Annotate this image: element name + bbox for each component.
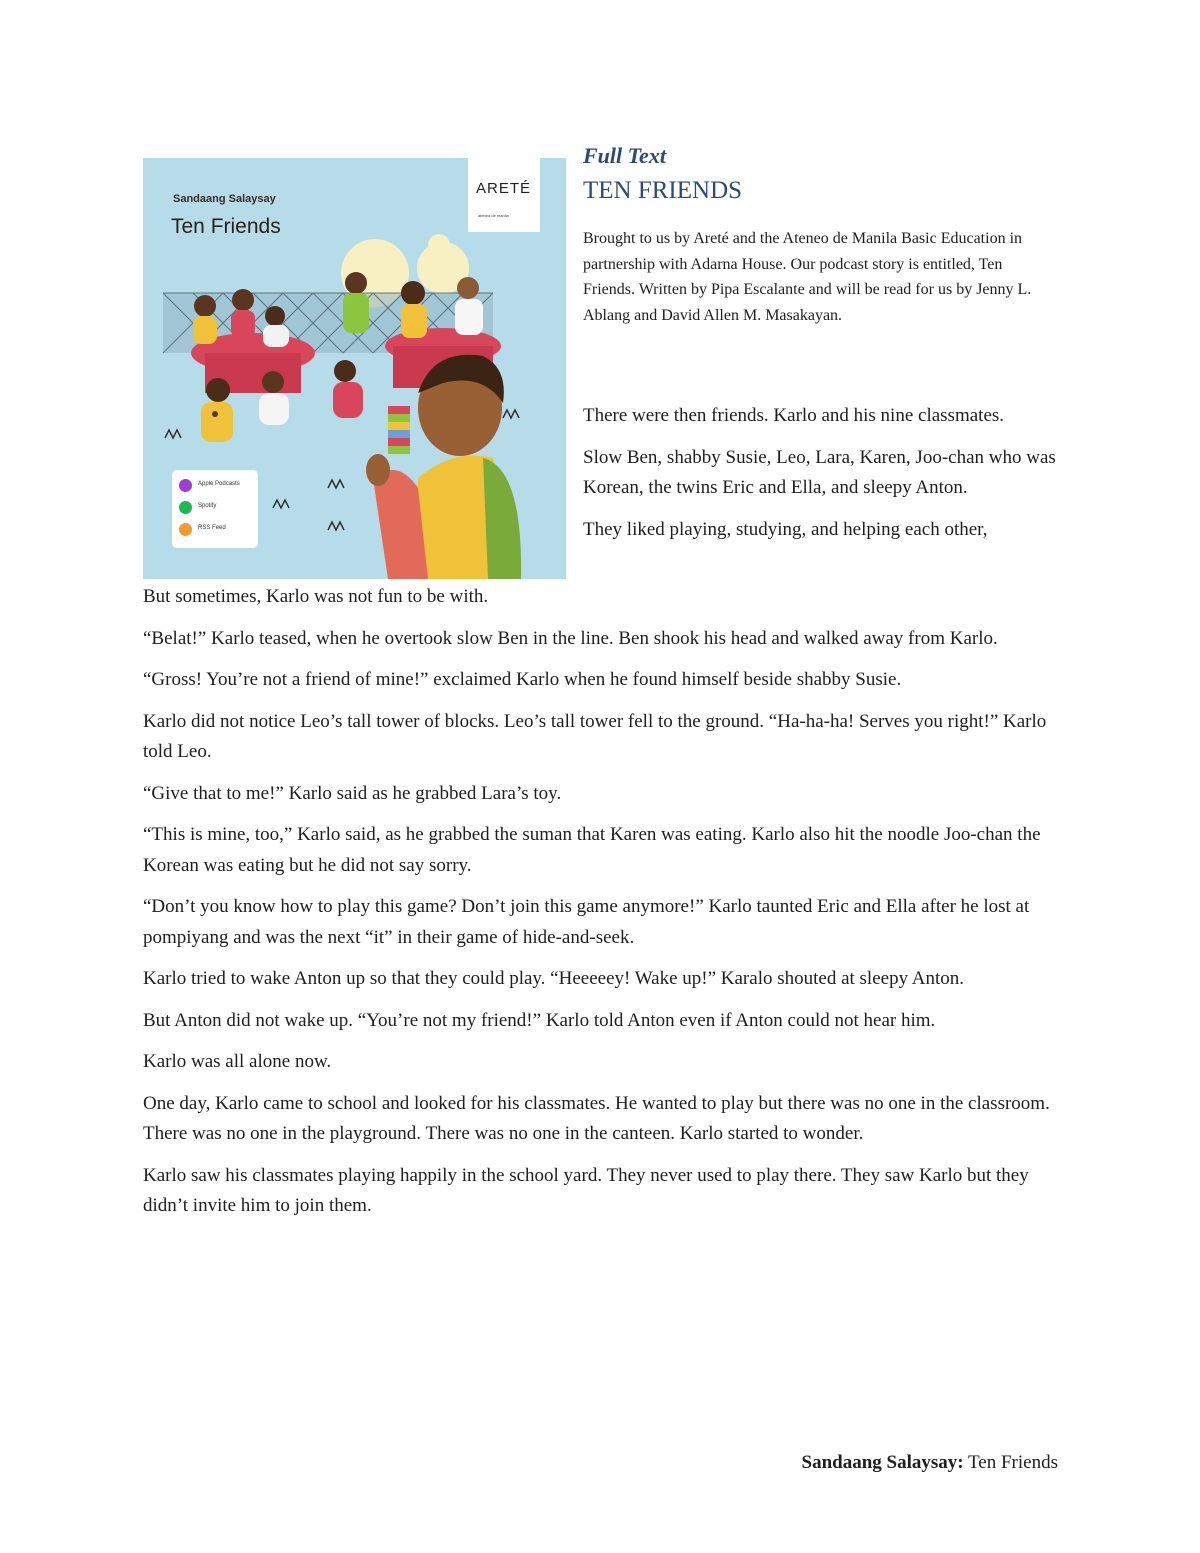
story-paragraph: “This is mine, too,” Karlo said, as he grabbed the suman that Karen was eating. Karlo also hit the noodle Joo-chan the Korean was eating but he did not say sorry. xyxy=(143,824,1041,876)
story-paragraph: Slow Ben, shabby Susie, Leo, Lara, Karen, Joo-chan who was Korean, the twins Eric and Ella, and sleepy Anton. xyxy=(583,446,1056,498)
story-paragraph: “Gross! You’re not a friend of mine!” exclaimed Karlo when he found himself beside shabby Susie. xyxy=(143,669,902,690)
full-text-heading: Full Text xyxy=(583,143,666,168)
cover-image xyxy=(143,158,566,579)
arete-logo: ARETÉ xyxy=(476,180,532,197)
story-paragraph: Karlo did not notice Leo’s tall tower of blocks. Leo’s tall tower fell to the ground. “Ha-ha-ha! Serves you right!” Karlo told Leo. xyxy=(143,710,1047,762)
platform-list xyxy=(172,470,258,548)
story-paragraph: Karlo was all alone now. xyxy=(143,1051,332,1072)
story-paragraph: “Give that to me!” Karlo said as he grabbed Lara’s toy. xyxy=(143,782,562,804)
story-right-column xyxy=(583,401,1063,545)
story-body xyxy=(143,576,1065,1233)
story-paragraph: There were then friends. Karlo and his nine classmates. xyxy=(583,405,1005,426)
page-footer xyxy=(802,1452,1058,1474)
story-paragraph: Karlo tried to wake Anton up so that they could play. “Heeeeey! Wake up!” Karalo shouted at sleepy Anton. xyxy=(143,968,965,989)
platform-rss xyxy=(179,521,259,539)
platform-spotify xyxy=(179,499,259,517)
story-paragraph: They liked playing, studying, and helping each other, xyxy=(583,518,988,540)
story-paragraph: Karlo saw his classmates playing happily in the school yard. They never used to play there. They saw Karlo but they didn’t invite him to join them. xyxy=(143,1164,1029,1216)
platform-label: Apple Podcasts xyxy=(198,481,240,487)
cover-brand: Sandaang Salaysay xyxy=(173,193,276,205)
platform-apple-podcasts xyxy=(179,477,259,495)
apple-podcasts-icon xyxy=(179,479,192,492)
arete-logo-sub: ateneo de manila xyxy=(478,213,509,218)
footer-series: Sandaang Salaysay: xyxy=(801,1452,964,1473)
platform-label: Spotify xyxy=(198,503,217,509)
story-paragraph: But sometimes, Karlo was not fun to be with. xyxy=(143,586,489,607)
cover-title: Ten Friends xyxy=(171,215,281,238)
rss-icon xyxy=(179,523,192,536)
platform-label: RSS Feed xyxy=(198,525,226,531)
spotify-icon xyxy=(179,501,192,514)
story-paragraph: “Belat!” Karlo teased, when he overtook slow Ben in the line. Ben shook his head and walked away from Karlo. xyxy=(143,627,998,649)
story-paragraph: One day, Karlo came to school and looked for his classmates. He wanted to play but there was no one in the classroom. There was no one in the playground. There was no one in the canteen. Karlo started to wonder. xyxy=(143,1092,1050,1144)
story-title: TEN FRIENDS xyxy=(583,177,743,204)
story-paragraph: But Anton did not wake up. “You’re not my friend!” Karlo told Anton even if Anton could not hear him. xyxy=(143,1009,936,1031)
footer-title: Ten Friends xyxy=(963,1452,1058,1473)
story-paragraph: “Don’t you know how to play this game? Don’t join this game anymore!” Karlo taunted Eric and Ella after he lost at pompiyang and was the next “it” in their game of hide-and-seek. xyxy=(143,896,1030,948)
intro-paragraph: Brought to us by Areté and the Ateneo de Manila Basic Education in partnership with Adarna House. Our podcast story is entitled, Ten Friends. Written by Pipa Escalante and will be read for us by Jenny L. Ablang and David Allen M. Masakayan. xyxy=(583,230,1032,324)
